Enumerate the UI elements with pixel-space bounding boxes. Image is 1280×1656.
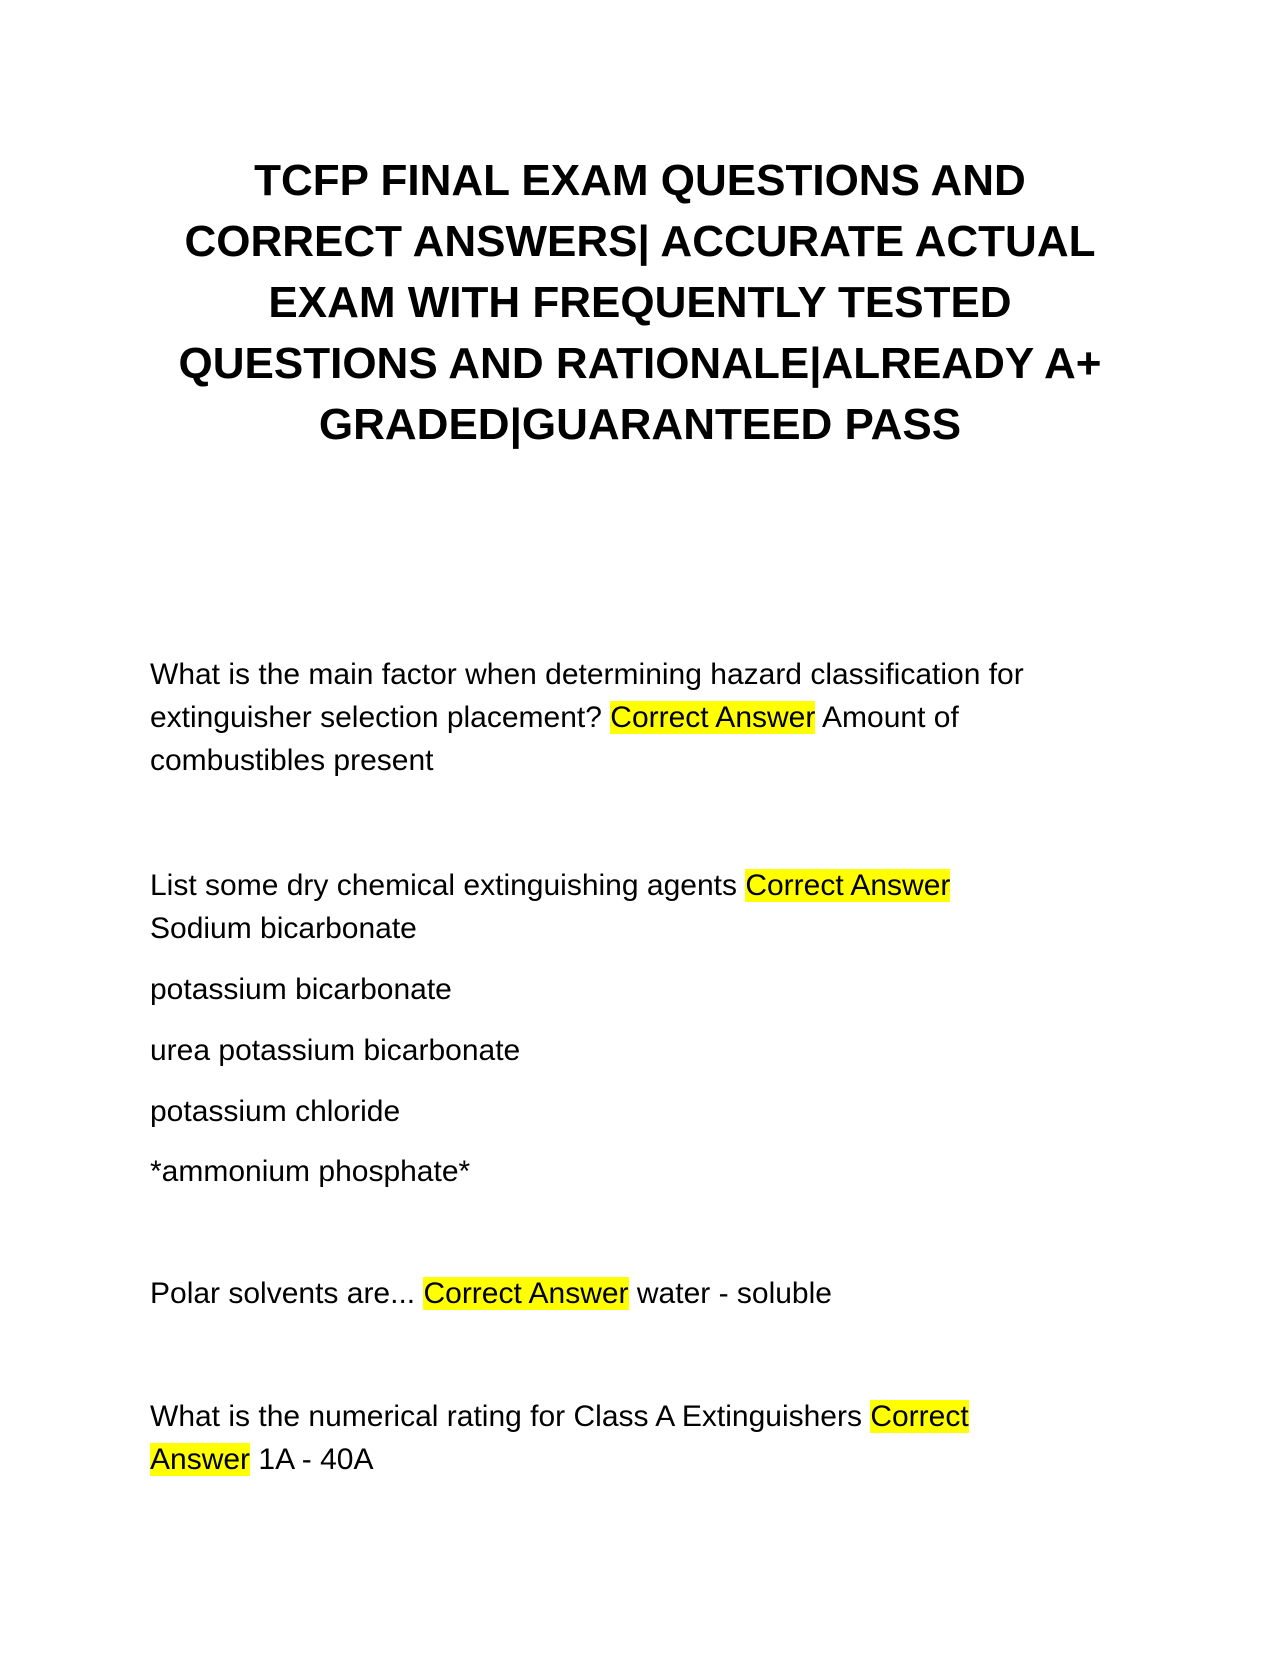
question-line bbox=[150, 653, 1130, 696]
title-line: GRADED|GUARANTEED PASS bbox=[318, 400, 962, 449]
question-text: List some dry chemical extinguishing agents bbox=[150, 869, 746, 902]
document-title bbox=[140, 150, 1140, 455]
answer-text: 1A - 40A bbox=[250, 1443, 374, 1476]
qa-item-2 bbox=[150, 864, 1130, 950]
question-text: Polar solvents are... bbox=[150, 1277, 424, 1310]
correct-answer-label: Correct Answer bbox=[745, 869, 951, 902]
question-line bbox=[150, 696, 1130, 739]
title-line: TCFP FINAL EXAM QUESTIONS AND bbox=[254, 156, 1026, 205]
answer-line: combustibles present bbox=[150, 744, 434, 777]
answer-list-item: urea potassium bicarbonate bbox=[150, 1034, 521, 1067]
question-text: What is the numerical rating for Class A Extinguishers bbox=[150, 1400, 871, 1433]
correct-answer-label: Correct Answer bbox=[610, 701, 816, 734]
question-line bbox=[150, 864, 1130, 907]
correct-answer-label: Correct Answer bbox=[423, 1277, 629, 1310]
title-line: CORRECT ANSWERS| ACCURATE ACTUAL bbox=[184, 217, 1096, 266]
question-line bbox=[150, 1395, 1130, 1438]
question-line bbox=[150, 1272, 1130, 1315]
answer-text: Amount of bbox=[815, 701, 959, 734]
answer-text: water - soluble bbox=[628, 1277, 832, 1310]
question-text: What is the main factor when determining hazard classification for bbox=[150, 658, 1024, 691]
answer-list-item: potassium chloride bbox=[150, 1095, 401, 1128]
qa-item-3 bbox=[150, 1272, 1130, 1315]
title-line: QUESTIONS AND RATIONALE|ALREADY A+ bbox=[178, 339, 1102, 388]
answer-line bbox=[150, 1438, 1130, 1481]
qa-item-4 bbox=[150, 1395, 1130, 1481]
answer-list-item: *ammonium phosphate* bbox=[150, 1155, 471, 1188]
question-text: extinguisher selection placement? bbox=[150, 701, 611, 734]
answer-list-item: potassium bicarbonate bbox=[150, 973, 452, 1006]
title-line: EXAM WITH FREQUENTLY TESTED bbox=[268, 278, 1012, 327]
qa-item-1 bbox=[150, 653, 1130, 782]
answer-line: Sodium bicarbonate bbox=[150, 912, 417, 945]
correct-answer-label: Answer bbox=[150, 1443, 251, 1476]
correct-answer-label: Correct bbox=[870, 1400, 969, 1433]
